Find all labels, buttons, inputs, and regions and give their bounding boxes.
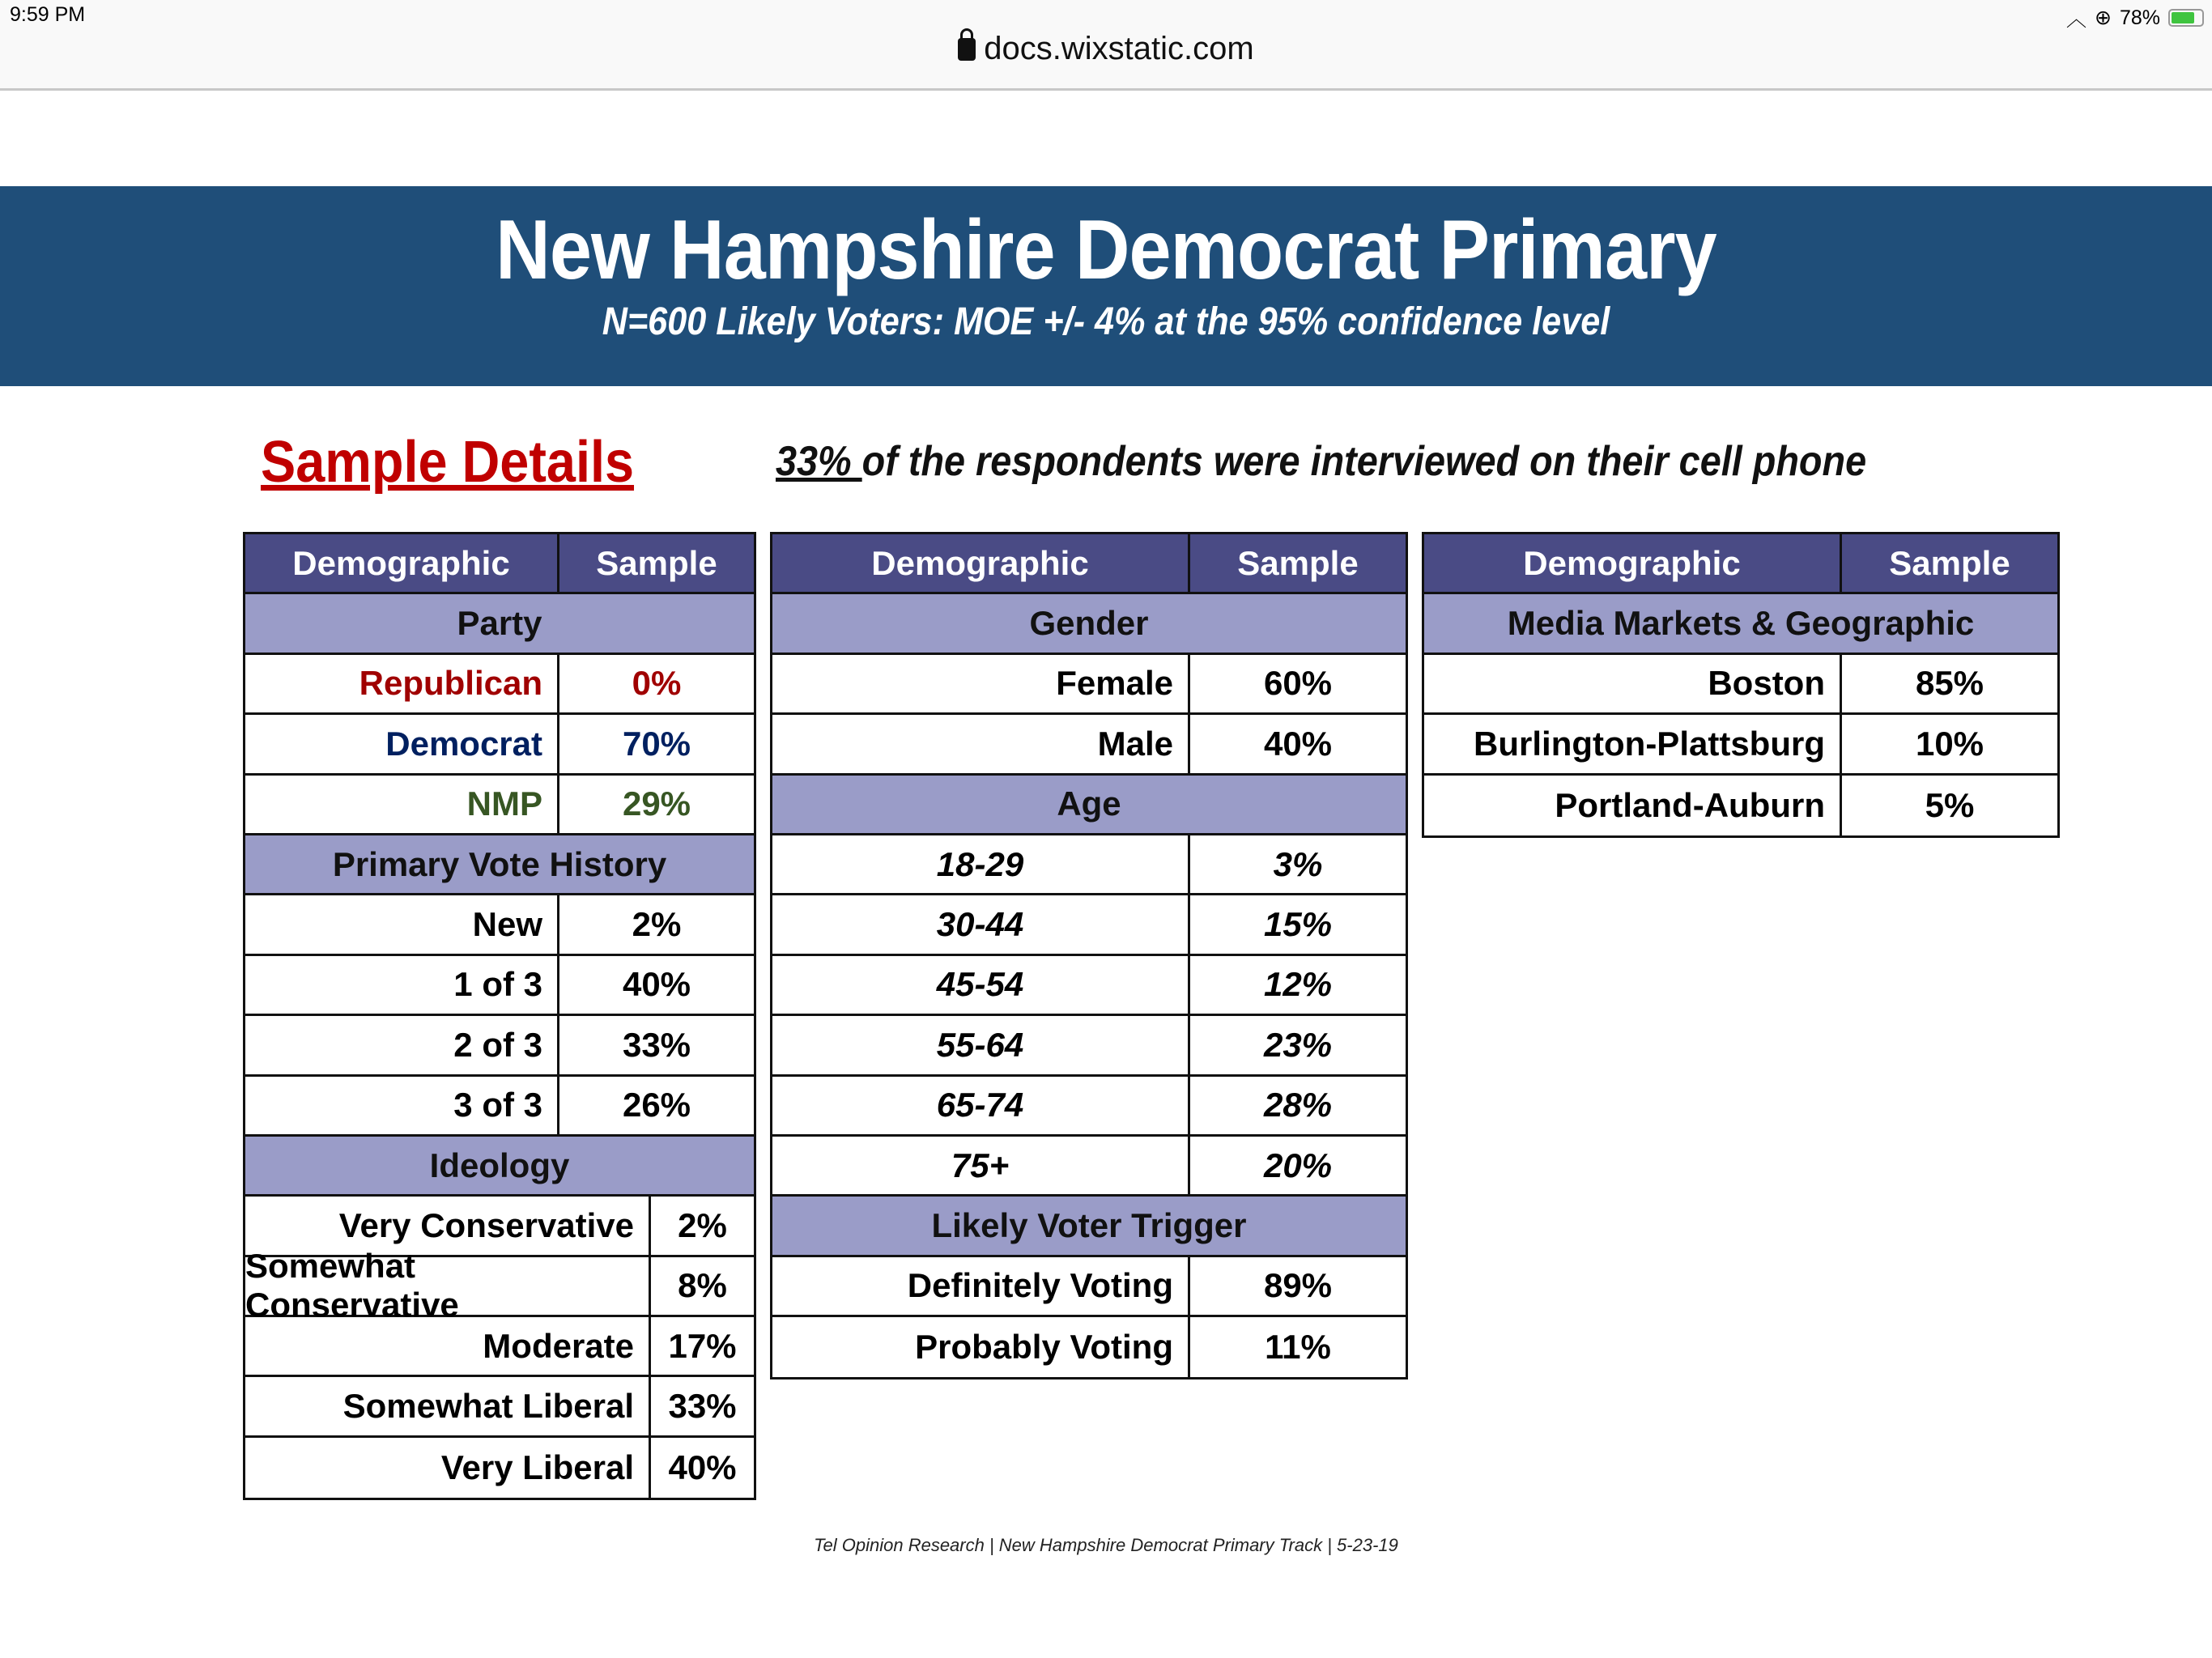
row-value: 15%: [1263, 905, 1333, 944]
battery-percent: 78%: [2119, 6, 2160, 29]
row-value: 40%: [668, 1448, 737, 1487]
section-title: Media Markets & Geographic: [1507, 604, 1975, 643]
header-demographic: Demographic: [772, 534, 1190, 592]
row-label: 3 of 3: [245, 1077, 559, 1134]
section-row: [1424, 594, 2057, 654]
table-row: [772, 1137, 1406, 1197]
address-bar[interactable]: [0, 31, 2212, 67]
row-label: Republican: [245, 655, 559, 712]
title-banner: [0, 186, 2212, 386]
table-row: [245, 715, 754, 775]
row-value: 89%: [1263, 1266, 1333, 1305]
section-row: [772, 594, 1406, 654]
table-row: [245, 956, 754, 1016]
row-value: 23%: [1263, 1025, 1333, 1064]
battery-icon: [2168, 9, 2204, 27]
row-value: 28%: [1263, 1086, 1333, 1124]
row-value: 3%: [1273, 844, 1323, 883]
row-label: Probably Voting: [772, 1317, 1190, 1377]
cell-phone-note: [776, 437, 1866, 486]
row-value: 8%: [678, 1266, 727, 1305]
table-row: [1424, 715, 2057, 775]
row-value: 12%: [1263, 965, 1333, 1004]
table-row: [245, 1247, 754, 1324]
wifi-icon: ︿: [2065, 8, 2087, 31]
row-value: 0%: [632, 664, 682, 703]
table-row: [772, 1317, 1406, 1377]
section-title: Likely Voter Trigger: [931, 1205, 1247, 1244]
table-row: [245, 1077, 754, 1137]
table-media-markets: [1422, 532, 2060, 838]
table-row: [245, 895, 754, 955]
row-label: Male: [772, 715, 1190, 772]
header-sample: Sample: [596, 543, 717, 582]
row-label: 55-64: [772, 1016, 1190, 1073]
row-value: 33%: [668, 1387, 737, 1426]
row-value: 29%: [622, 784, 691, 823]
table-gender-age-trigger: [770, 532, 1408, 1380]
section-row: [245, 1137, 754, 1197]
row-label: Definitely Voting: [772, 1257, 1190, 1315]
header-sample: Sample: [1889, 543, 2010, 582]
row-label: Democrat: [245, 715, 559, 772]
row-value: 10%: [1915, 724, 1984, 763]
page-title: New Hampshire Democrat Primary: [496, 203, 1716, 297]
section-title: Party: [457, 604, 542, 643]
section-row: [772, 1197, 1406, 1256]
row-value: 20%: [1263, 1146, 1333, 1184]
row-label: Very Conservative: [245, 1197, 651, 1254]
row-label: NMP: [245, 776, 559, 833]
row-label: Burlington-Plattsburg: [1424, 715, 1842, 772]
row-label: 45-54: [772, 956, 1190, 1014]
table-row: [245, 1016, 754, 1076]
row-label: Very Liberal: [245, 1438, 651, 1498]
table-row: [772, 1077, 1406, 1137]
lock-icon: [958, 38, 976, 61]
row-label: 18-29: [772, 835, 1190, 893]
header-row: [772, 534, 1406, 594]
table-row: [772, 1257, 1406, 1317]
row-value: 17%: [668, 1326, 737, 1365]
row-label: Female: [772, 655, 1190, 712]
row-label: Somewhat Liberal: [245, 1377, 651, 1435]
table-row: [1424, 655, 2057, 715]
row-value: 5%: [1925, 785, 1975, 824]
row-label: New: [245, 895, 559, 953]
section-title: Age: [1057, 784, 1121, 823]
table-party-history-ideology: [243, 532, 756, 1500]
status-icons: [2066, 3, 2204, 32]
row-value: 60%: [1263, 664, 1333, 703]
table-row: [245, 655, 754, 715]
row-label: Somewhat Conservative: [245, 1257, 651, 1315]
cell-pct: 33%: [776, 438, 862, 485]
section-title: Ideology: [429, 1146, 570, 1184]
clock: 9:59 PM: [10, 3, 86, 26]
section-heading: Sample Details: [261, 430, 635, 495]
table-row: [772, 895, 1406, 955]
row-value: 33%: [622, 1025, 691, 1064]
row-label: Boston: [1424, 655, 1842, 712]
row-label: 75+: [772, 1137, 1190, 1194]
header-demographic: Demographic: [245, 534, 559, 592]
table-row: [772, 655, 1406, 715]
table-row: [772, 835, 1406, 895]
section-title: Primary Vote History: [332, 844, 667, 883]
table-row: [772, 715, 1406, 775]
section-row: [245, 835, 754, 895]
section-row: [772, 776, 1406, 835]
browser-status-bar: [0, 0, 2212, 91]
url-text: docs.wixstatic.com: [984, 31, 1254, 66]
section-row: [245, 594, 754, 654]
table-row: [245, 1438, 754, 1498]
table-row: [772, 1016, 1406, 1076]
row-value: 2%: [632, 905, 682, 944]
row-value: 70%: [622, 724, 691, 763]
table-row: [772, 956, 1406, 1016]
row-value: 26%: [622, 1086, 691, 1124]
section-title: Gender: [1029, 604, 1149, 643]
row-label: 65-74: [772, 1077, 1190, 1134]
header-sample: Sample: [1237, 543, 1359, 582]
table-row: [245, 776, 754, 835]
row-value: 85%: [1915, 664, 1984, 703]
row-label: Moderate: [245, 1317, 651, 1375]
row-value: 40%: [622, 965, 691, 1004]
footer-credit: Tel Opinion Research | New Hampshire Democrat Primary Track | 5-23-19: [814, 1535, 1398, 1555]
row-label: 2 of 3: [245, 1016, 559, 1073]
page-subtitle: N=600 Likely Voters: MOE +/- 4% at the 95% confidence level: [602, 300, 1610, 344]
header-row: [245, 534, 754, 594]
table-row: [1424, 776, 2057, 835]
orientation-lock-icon: ⊕: [2095, 6, 2112, 29]
cell-note-text: of the respondents were interviewed on their cell phone: [861, 438, 1867, 485]
header-row: [1424, 534, 2057, 594]
row-label: 30-44: [772, 895, 1190, 953]
row-label: 1 of 3: [245, 956, 559, 1014]
table-row: [245, 1317, 754, 1377]
header-demographic: Demographic: [1424, 534, 1842, 592]
row-value: 2%: [678, 1205, 727, 1244]
row-value: 11%: [1265, 1328, 1331, 1367]
row-label: Portland-Auburn: [1424, 776, 1842, 835]
row-value: 40%: [1263, 724, 1333, 763]
table-row: [245, 1377, 754, 1437]
